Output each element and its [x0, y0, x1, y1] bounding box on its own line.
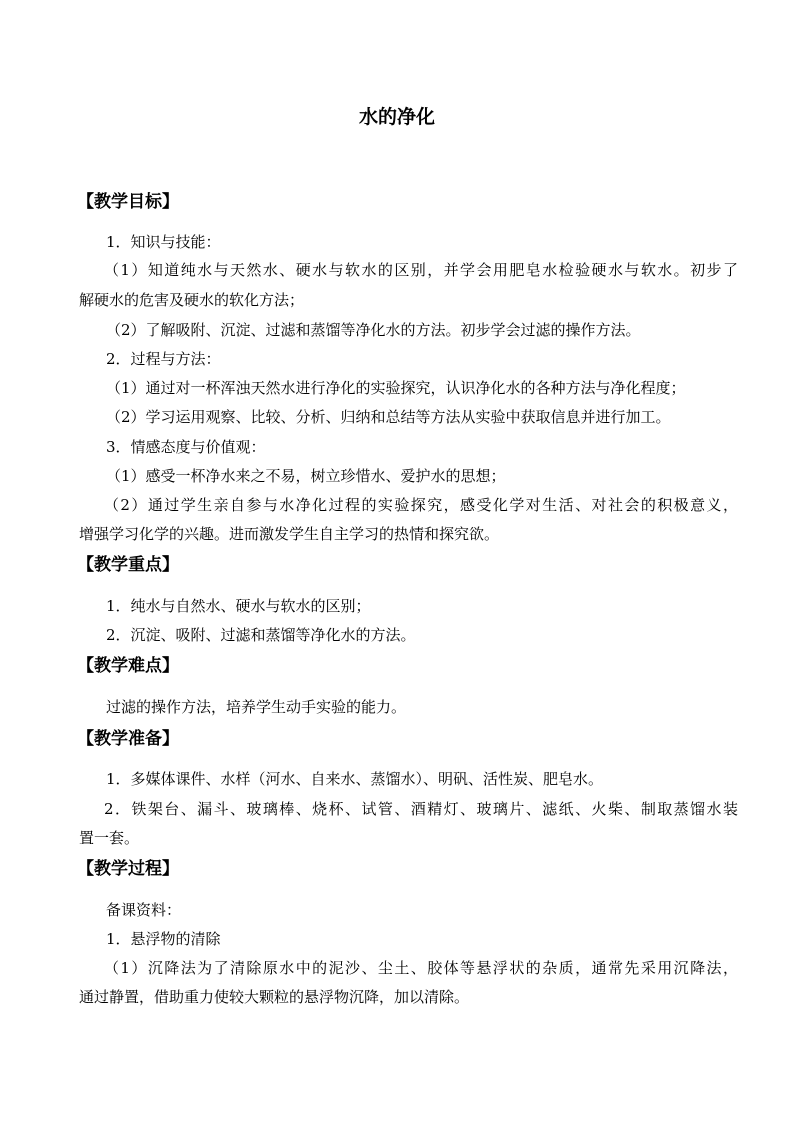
preparation-1: 1．多媒体课件、水样（河水、自来水、蒸馏水）、明矾、活性炭、肥皂水。 [106, 770, 604, 788]
process-section-1: 1．悬浮物的清除 [106, 930, 221, 948]
goal-1a-line-2: 解硬水的危害及硬水的软化方法； [79, 291, 305, 309]
goal-3a: （1）感受一杯净水来之不易，树立珍惜水、爱护水的思想； [106, 467, 506, 485]
page-title: 水的净化 [358, 106, 435, 128]
goal-2-process-methods: 2．过程与方法： [106, 350, 221, 368]
goal-1a-line-1: （1）知道纯水与天然水、硬水与软水的区别，并学会用肥皂水检验硬水与软水。初步了 [104, 261, 738, 279]
difficulty-1: 过滤的操作方法，培养学生动手实验的能力。 [106, 698, 407, 716]
goal-2a: （1）通过对一杯浑浊天然水进行净化的实验探究，认识净化水的各种方法与净化程度； [106, 379, 686, 397]
goal-3b-line-2: 增强学习化学的兴趣。进而激发学生自主学习的热情和探究欲。 [79, 525, 500, 543]
heading-teaching-process: 【教学过程】 [77, 859, 179, 879]
preparation-2-line-1: 2．铁架台、漏斗、玻璃棒、烧杯、试管、酒精灯、玻璃片、滤纸、火柴、制取蒸馏水装 [104, 800, 738, 818]
keypoint-1: 1．纯水与自然水、硬水与软水的区别； [106, 597, 371, 615]
process-1a-line-2: 通过静置，借助重力使较大颗粒的悬浮物沉降，加以清除。 [79, 988, 470, 1006]
heading-preparation: 【教学准备】 [77, 729, 179, 749]
goal-1b: （2）了解吸附、沉淀、过滤和蒸馏等净化水的方法。初步学会过滤的操作方法。 [106, 321, 641, 339]
heading-difficulties: 【教学难点】 [77, 656, 179, 676]
heading-teaching-goals: 【教学目标】 [77, 192, 179, 212]
goal-3b-line-1: （2）通过学生亲自参与水净化过程的实验探究，感受化学对生活、对社会的积极意义， [104, 496, 738, 514]
goal-3-attitudes-values: 3．情感态度与价值观： [106, 438, 266, 456]
goal-2b: （2）学习运用观察、比较、分析、归纳和总结等方法从实验中获取信息并进行加工。 [106, 408, 671, 426]
heading-key-points: 【教学重点】 [77, 555, 179, 575]
preparation-2-line-2: 置一套。 [79, 829, 140, 847]
process-1a-line-1: （1）沉降法为了清除原水中的泥沙、尘土、胶体等悬浮状的杂质，通常先采用沉降法， [104, 959, 738, 977]
process-intro: 备课资料： [106, 901, 182, 919]
keypoint-2: 2．沉淀、吸附、过滤和蒸馏等净化水的方法。 [106, 626, 416, 644]
goal-1-knowledge-skills: 1．知识与技能： [106, 233, 221, 251]
